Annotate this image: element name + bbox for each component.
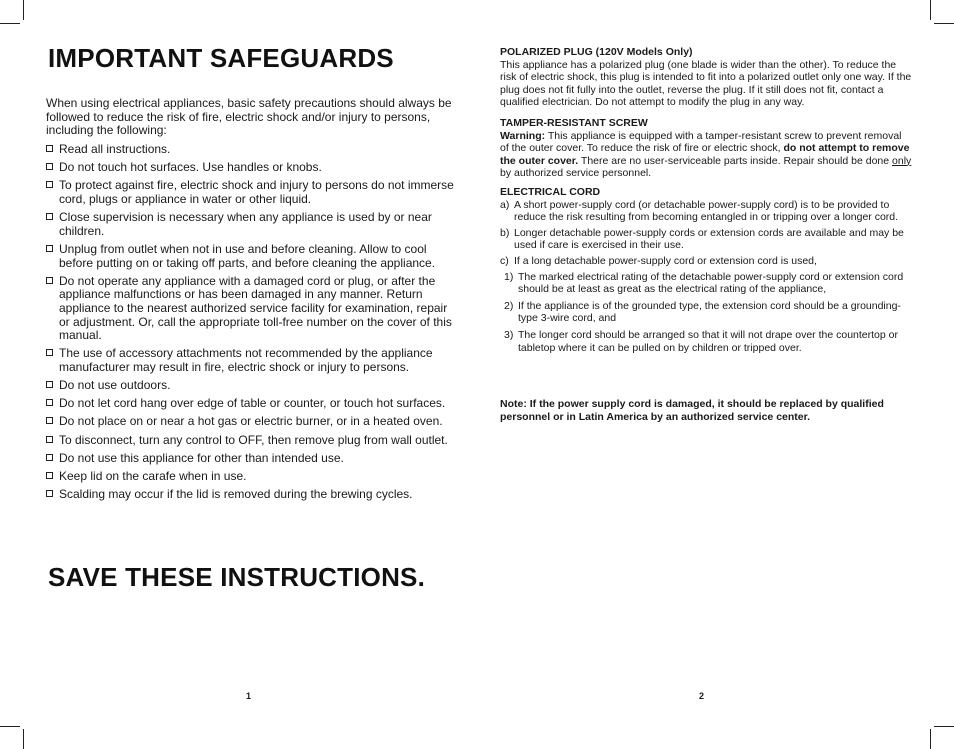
checkbox-icon [46,472,53,479]
checkbox-icon [46,490,53,497]
page-number: 2 [699,691,705,701]
checkbox-icon [46,213,53,220]
list-item [46,379,458,393]
checkbox-icon [46,245,53,252]
list-item [46,347,458,374]
save-instructions-title: SAVE THESE INSTRUCTIONS. [48,562,426,592]
underlined-word: only [892,154,912,167]
note-paragraph: Note: If the power supply cord is damaged, it should be replaced by qualified personnel or in Latin America by an authorized service center. [500,398,884,423]
list-item [46,488,458,502]
polarized-plug-section [500,46,912,109]
list-item-label: 2) [504,299,514,312]
list-item [46,275,458,343]
list-item [504,271,912,296]
list-item-label: a) [500,198,510,211]
list-item-text: Longer detachable power-supply cords or extension cords are available and may be used if care is exercised in their use. [514,226,904,252]
list-item-text: Do not let cord hang over edge of table or counter, or touch hot surfaces. [59,396,446,411]
list-item-text: To protect against fire, electric shock and injury to persons do not immerse cord, plugs or appliance in water or other liquid. [59,178,454,206]
list-item [46,243,458,270]
list-item [46,397,458,411]
list-item-text: Unplug from outlet when not in use and before cleaning. Allow to cool before putting on or taking off parts, and before cleaning the appliance. [59,241,436,270]
checkbox-icon [46,381,53,388]
right-page [477,0,954,749]
list-item [46,179,458,206]
intro-paragraph: When using electrical appliances, basic safety precautions should always be followed to reduce the risk of fire, electric shock and/or injury to persons, including the following: [46,96,452,138]
list-item-text: Scalding may occur if the lid is removed during the brewing cycles. [59,487,413,502]
text-part: There are no user-serviceable parts inside. Repair should be done [578,154,893,167]
checkbox-icon [46,417,53,424]
list-item-text: Do not place on or near a hot gas or electric burner, or in a heated oven. [59,414,443,429]
list-item-label: 1) [504,270,514,283]
checkbox-icon [46,181,53,188]
electrical-cord-section [500,186,912,358]
section-text: This appliance has a polarized plug (one blade is wider than the other). To reduce the risk of electric shock, this plug is intended to fit into a polarized outlet only one way. If the plug does not fit fully into the outlet, reverse the plug. If it still does not fit, contact a qualified electrician. Do not attempt to modify the plug in any way. [500,58,912,109]
tamper-resistant-section [500,117,912,180]
list-item-text: The longer cord should be arranged so that it will not drape over the countertop or tabletop where it can be pulled on by children or tripped over. [518,328,898,354]
page-number: 1 [246,691,252,701]
list-item-text: Do not use this appliance for other than intended use. [59,450,344,465]
list-item-label: c) [500,254,509,267]
cord-list [500,199,912,268]
list-item [500,199,912,224]
list-item [46,434,458,448]
list-item [46,211,458,238]
warning-label: Warning: [500,129,546,142]
list-item-text: Keep lid on the carafe when in use. [59,469,247,483]
list-item-text: Do not operate any appliance with a damaged cord or plug, or after the appliance malfunctions or has been damaged in any manner. Return appliance to the nearest authorized service facility for examination, repair or adjustment. Or, call the appropriate toll-free number on the cover of this manual. [59,273,452,343]
list-item-label: b) [500,226,510,239]
section-heading: TAMPER-RESISTANT SCREW [500,117,648,129]
safeguards-list [46,143,458,506]
list-item-text: If a long detachable power-supply cord or extension cord is used, [514,254,817,267]
list-item-label: 3) [504,328,514,341]
list-item [504,300,912,325]
list-item [46,470,458,484]
checkbox-icon [46,163,53,170]
cord-sublist [500,271,912,355]
list-item-text: To disconnect, turn any control to OFF, then remove plug from wall outlet. [59,432,448,447]
page-title: IMPORTANT SAFEGUARDS [48,43,394,73]
checkbox-icon [46,145,53,152]
checkbox-icon [46,277,53,284]
list-item [46,415,458,429]
text-part: This appliance is equipped with a tamper-resistant screw to prevent removal of the outer cover. To reduce the risk of fire or electric shock, [500,129,902,155]
list-item-text: The use of accessory attachments not recommended by the appliance manufacturer may result in fire, electric shock or injury to persons. [59,346,433,374]
list-item [500,255,912,268]
list-item-text: Do not use outdoors. [59,378,171,393]
list-item-text: The marked electrical rating of the detachable power-supply cord or extension cord should be at least as great as the electrical rating of the appliance, [518,270,904,296]
list-item-text: Do not touch hot surfaces. Use handles or knobs. [59,160,322,175]
list-item-text: A short power-supply cord (or detachable power-supply cord) is to be provided to reduce the risk resulting from becoming entangled in or tripping over a longer cord. [514,198,899,224]
section-heading: ELECTRICAL CORD [500,186,601,198]
list-item [500,227,912,252]
bold-part: do not attempt to remove the outer cover. [500,142,910,167]
text-part: by authorized service personnel. [500,167,652,180]
list-item [46,143,458,157]
section-heading: POLARIZED PLUG (120V Models Only) [500,46,693,58]
list-item [504,329,912,354]
list-item-text: Close supervision is necessary when any appliance is used by or near children. [59,210,432,238]
list-item [46,161,458,175]
checkbox-icon [46,349,53,356]
list-item-text: Read all instructions. [59,142,171,156]
checkbox-icon [46,399,53,406]
checkbox-icon [46,436,53,443]
checkbox-icon [46,454,53,461]
section-text [500,130,912,180]
list-item [46,452,458,466]
list-item-text: If the appliance is of the grounded type, the extension cord should be a grounding-type 3-wire cord, and [518,299,901,325]
